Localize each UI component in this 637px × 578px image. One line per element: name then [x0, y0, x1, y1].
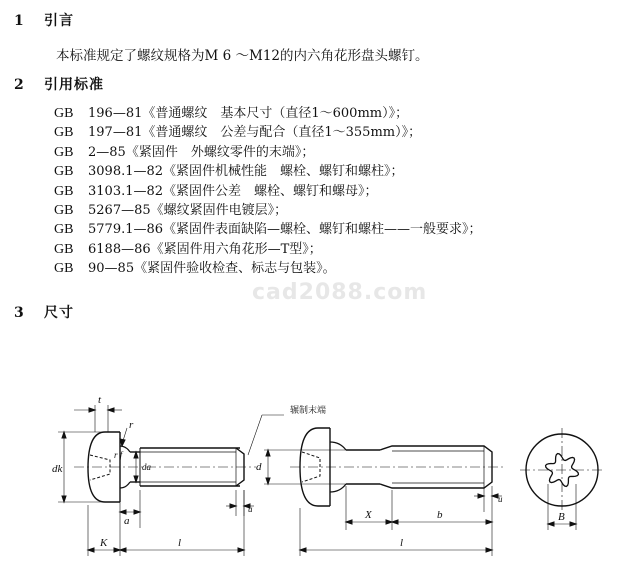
label-dk: dk [52, 463, 63, 475]
screw-technical-drawing [0, 380, 637, 578]
reference-item: GB 6188—86《紧固件用六角花形—T型》； [54, 241, 322, 257]
label-l-left: l [178, 537, 182, 549]
label-B: B [558, 511, 565, 523]
label-d: d [256, 461, 262, 473]
section-3-heading: 3 尺寸 [14, 305, 74, 321]
reference-list [54, 104, 482, 279]
left-view [58, 405, 256, 556]
label-b: b [437, 509, 443, 521]
label-a: a [124, 515, 130, 527]
label-r: r [129, 419, 134, 431]
label-u-left: u [248, 504, 253, 514]
section-2-heading: 2 引用标准 [14, 77, 104, 93]
label-rolled-end: 辗制末端 [290, 405, 327, 415]
label-da: da [142, 462, 151, 472]
reference-item: GB 196—81《普通螺纹 基本尺寸（直径1～600mm）》； [54, 106, 409, 121]
label-u-mid: u [498, 494, 503, 504]
reference-item: GB 197—81《普通螺纹 公差与配合（直径1～355mm）》； [54, 125, 422, 141]
reference-item: GB 5267—85《螺纹紧固件电镀层》； [54, 203, 288, 219]
label-K: K [100, 537, 108, 549]
label-l-mid: l [400, 537, 404, 549]
label-rf: r f [114, 450, 123, 460]
reference-item: GB 3103.1—82《紧固件公差 螺栓、螺钉和螺母》； [54, 183, 378, 199]
reference-item: GB 2—85《紧固件 外螺纹零件的末端》； [54, 144, 315, 160]
watermark: cad2088.com [252, 280, 428, 305]
middle-view [248, 415, 506, 556]
label-t: t [98, 394, 102, 406]
intro-paragraph: 本标准规定了螺纹规格为M 6 ～M12的内六角花形盘头螺钉。 [56, 48, 429, 64]
label-X: X [365, 509, 372, 521]
reference-item: GB 3098.1—82《紧固件机械性能 螺栓、螺钉和螺柱》； [54, 164, 404, 180]
reference-item: GB 5779.1—86《紧固件表面缺陷—螺栓、螺钉和螺柱——一般要求》； [54, 222, 482, 238]
section-1-heading: 1 引言 [14, 13, 74, 29]
reference-item: GB 90—85《紧固件验收检查、标志与包装》。 [54, 261, 336, 277]
